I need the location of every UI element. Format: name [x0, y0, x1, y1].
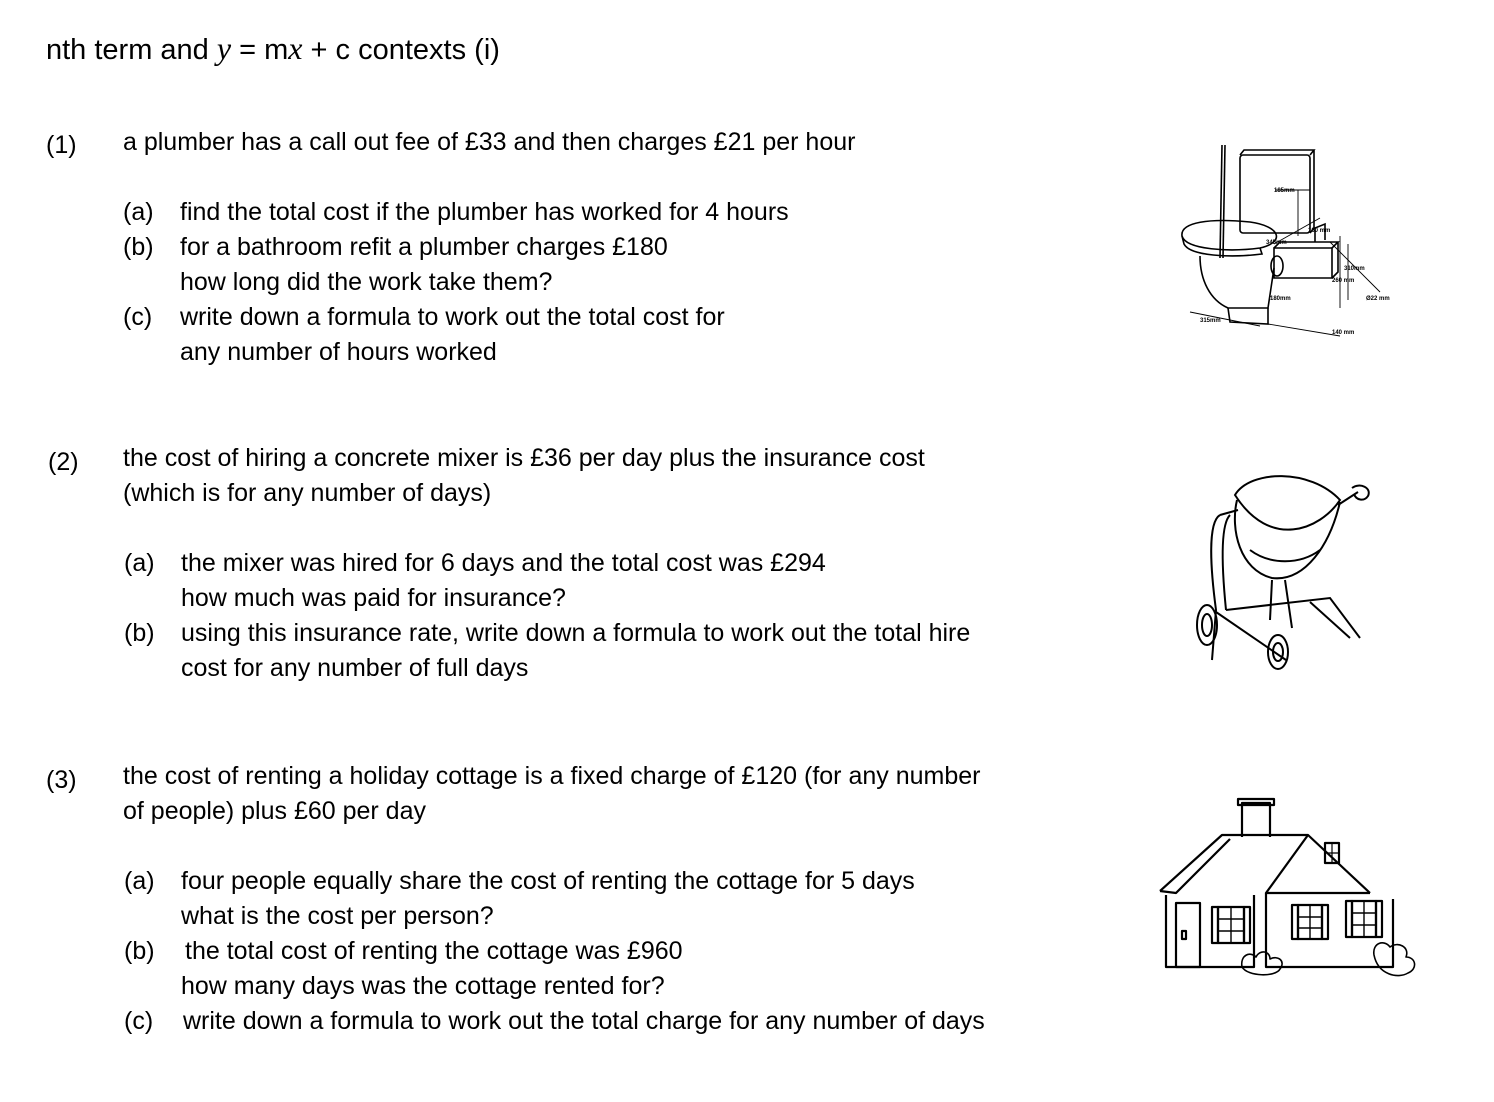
question-1c-label: (c) [123, 303, 153, 331]
dim-160: 160 mm [1308, 228, 1331, 234]
question-2b-label: (b) [124, 619, 155, 647]
question-1b-label: (b) [123, 233, 154, 261]
question-2-number: (2) [48, 448, 79, 476]
roof-eave [1160, 839, 1230, 893]
toilet-pipe-edge [1223, 145, 1225, 258]
question-3-number: (3) [46, 766, 77, 794]
question-2-intro-line1: the cost of hiring a concrete mixer is £36 per day plus the insurance cost [123, 444, 925, 472]
shutter-left-b [1244, 907, 1250, 943]
drum-band [1250, 550, 1320, 561]
frame-brace [1310, 602, 1350, 638]
door [1176, 903, 1200, 967]
window-middle-panes [1298, 905, 1322, 939]
toilet-illustration [1170, 140, 1400, 340]
question-2-intro-line2: (which is for any number of days) [123, 479, 492, 507]
question-1-intro: a plumber has a call out fee of £33 and then charges £21 per hour [123, 128, 856, 156]
title-var-y: y [216, 30, 232, 66]
dim-315: 315mm [1200, 318, 1221, 324]
title-text: nth term and [46, 34, 217, 66]
question-1-number: (1) [46, 131, 77, 159]
wheel-left-hub [1202, 614, 1212, 636]
cottage-illustration [1158, 795, 1423, 995]
pump-outlet [1271, 256, 1283, 276]
bush-right [1374, 943, 1415, 976]
question-3b-label: (b) [124, 937, 155, 965]
question-3a-label: (a) [124, 867, 155, 895]
toilet-pipe [1220, 145, 1222, 258]
dim-310: 310mm [1344, 266, 1365, 272]
question-3c-line1: write down a formula to work out the total charge for any number of days [183, 1007, 985, 1035]
shutter-right-a [1346, 901, 1352, 937]
title-text-mid: = m [231, 34, 289, 66]
dim-185: 185mm [1274, 188, 1295, 194]
question-1b-line1: for a bathroom refit a plumber charges £180 [180, 233, 668, 261]
question-1a-text: find the total cost if the plumber has worked for 4 hours [180, 198, 789, 226]
question-2a-line1: the mixer was hired for 6 days and the total cost was £294 [181, 549, 826, 577]
worksheet-title [46, 30, 500, 67]
dim-180: 180mm [1270, 296, 1291, 302]
attic-window-panes [1325, 843, 1339, 863]
question-3b-line1: the total cost of renting the cottage was £960 [185, 937, 683, 965]
shutter-mid-b [1322, 905, 1328, 939]
title-text-post: + c contexts (i) [302, 34, 500, 66]
drum-body [1235, 500, 1340, 578]
window-right-panes [1352, 901, 1376, 937]
dim-140: 140 mm [1332, 330, 1355, 336]
door-handle [1182, 931, 1186, 939]
dim-line-140 [1268, 324, 1340, 336]
question-2b-line1: using this insurance rate, write down a formula to work out the total hire [181, 619, 971, 647]
question-2b-line2: cost for any number of full days [181, 654, 529, 682]
frame-left [1211, 515, 1220, 660]
toilet-base [1228, 308, 1268, 324]
question-3c-label: (c) [124, 1007, 154, 1035]
title-var-x: x [288, 30, 303, 66]
concrete-mixer-illustration [1190, 470, 1380, 675]
question-3b-line2: how many days was the cottage rented for? [181, 972, 665, 1000]
question-3a-line2: what is the cost per person? [181, 902, 494, 930]
question-2a-label: (a) [124, 549, 155, 577]
toilet-bowl [1200, 256, 1274, 308]
question-2a-line2: how much was paid for insurance? [181, 584, 566, 612]
shutter-mid-a [1292, 905, 1298, 939]
dim-260: 260 mm [1332, 278, 1355, 284]
chimney [1242, 803, 1270, 837]
drum-opening [1235, 476, 1340, 530]
dim-345: 345mm [1266, 240, 1287, 246]
mixer-handle [1338, 486, 1369, 505]
dim-22: Ø22 mm [1366, 296, 1390, 302]
question-3-intro-line2: of people) plus £60 per day [123, 797, 426, 825]
question-3a-line1: four people equally share the cost of renting the cottage for 5 days [181, 867, 915, 895]
shutter-left-a [1212, 907, 1218, 943]
question-1b-line2: how long did the work take them? [180, 268, 553, 296]
frame-left-inner [1223, 515, 1230, 610]
window-left-panes [1218, 907, 1244, 943]
question-1c-line1: write down a formula to work out the total cost for [180, 303, 725, 331]
question-1c-line2: any number of hours worked [180, 338, 497, 366]
shutter-right-b [1376, 901, 1382, 937]
wheel-right [1268, 635, 1288, 669]
question-1a-label: (a) [123, 198, 154, 226]
question-3-intro-line1: the cost of renting a holiday cottage is a fixed charge of £120 (for any number [123, 762, 981, 790]
toilet-seat [1182, 221, 1277, 250]
bush-left [1242, 952, 1282, 975]
